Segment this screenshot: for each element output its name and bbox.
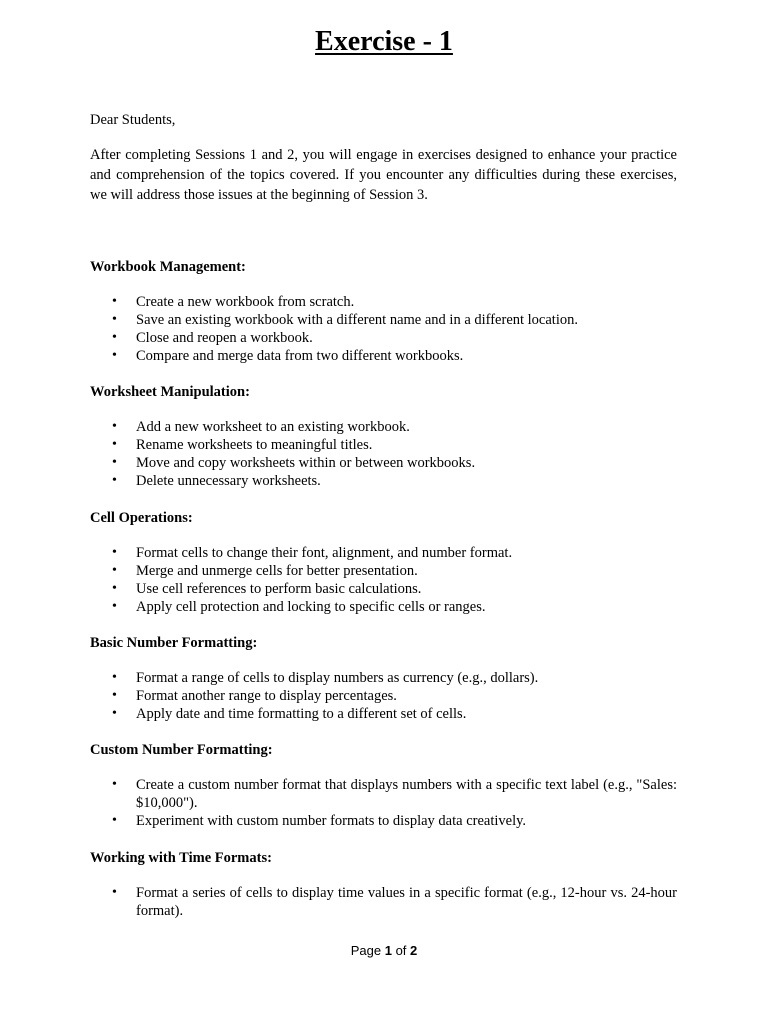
list-item-text: Delete unnecessary worksheets. bbox=[136, 473, 321, 489]
list-item bbox=[90, 812, 677, 830]
bullet-icon: • bbox=[112, 563, 117, 578]
list-item-text: Create a new workbook from scratch. bbox=[136, 294, 355, 310]
section-working-with-time-formats bbox=[90, 848, 677, 920]
list-item bbox=[90, 436, 677, 454]
list-item-text: Close and reopen a workbook. bbox=[136, 330, 313, 346]
bullet-icon: • bbox=[112, 777, 117, 792]
list-item bbox=[90, 776, 677, 812]
bullet-list bbox=[90, 544, 677, 616]
bullet-icon: • bbox=[112, 348, 117, 363]
list-item bbox=[90, 454, 677, 472]
list-item-text: Save an existing workbook with a different name and in a different location. bbox=[136, 312, 578, 328]
section-worksheet-manipulation bbox=[90, 382, 677, 490]
list-item bbox=[90, 580, 677, 598]
section-basic-number-formatting bbox=[90, 633, 677, 723]
list-item bbox=[90, 329, 677, 347]
section-heading: Basic Number Formatting: bbox=[90, 635, 258, 651]
bullet-list bbox=[90, 776, 677, 830]
section-heading: Worksheet Manipulation: bbox=[90, 384, 250, 400]
list-item bbox=[90, 347, 677, 365]
page-title: Exercise - 1 bbox=[315, 26, 453, 57]
bullet-icon: • bbox=[112, 294, 117, 309]
list-item-text: Move and copy worksheets within or between workbooks. bbox=[136, 455, 476, 471]
list-item bbox=[90, 884, 677, 920]
bullet-list bbox=[90, 293, 677, 365]
list-item bbox=[90, 669, 677, 687]
list-item-text: Apply cell protection and locking to specific cells or ranges. bbox=[136, 599, 486, 615]
bullet-icon: • bbox=[112, 688, 117, 703]
bullet-icon: • bbox=[112, 599, 117, 614]
list-item bbox=[90, 598, 677, 616]
total-pages-number: 2 bbox=[410, 943, 418, 958]
bullet-list bbox=[90, 669, 677, 723]
list-item-text: Compare and merge data from two different workbooks. bbox=[136, 348, 464, 364]
list-item bbox=[90, 418, 677, 436]
bullet-list bbox=[90, 418, 677, 490]
bullet-icon: • bbox=[112, 545, 117, 560]
section-heading: Cell Operations: bbox=[90, 510, 193, 526]
of-label: of bbox=[395, 943, 407, 958]
section-heading: Working with Time Formats: bbox=[90, 850, 272, 866]
bullet-icon: • bbox=[112, 330, 117, 345]
bullet-icon: • bbox=[112, 473, 117, 488]
bullet-icon: • bbox=[112, 419, 117, 434]
page-footer bbox=[0, 942, 768, 960]
list-item-text: Format another range to display percentages. bbox=[136, 688, 397, 704]
section-cell-operations bbox=[90, 508, 677, 616]
list-item-text: Experiment with custom number formats to display data creatively. bbox=[136, 813, 527, 829]
salutation: Dear Students, bbox=[90, 112, 176, 128]
bullet-icon: • bbox=[112, 455, 117, 470]
list-item bbox=[90, 705, 677, 723]
list-item bbox=[90, 687, 677, 705]
list-item-text: Format a series of cells to display time values in a specific format (e.g., 12-hour vs. 24-hour format). bbox=[136, 885, 677, 919]
list-item bbox=[90, 472, 677, 490]
section-workbook-management bbox=[90, 257, 677, 365]
bullet-icon: • bbox=[112, 813, 117, 828]
list-item bbox=[90, 311, 677, 329]
bullet-icon: • bbox=[112, 885, 117, 900]
list-item-text: Use cell references to perform basic calculations. bbox=[136, 581, 422, 597]
list-item-text: Format a range of cells to display numbers as currency (e.g., dollars). bbox=[136, 670, 539, 686]
section-heading: Custom Number Formatting: bbox=[90, 742, 273, 758]
intro-paragraph: After completing Sessions 1 and 2, you will engage in exercises designed to enhance your practice and comprehension of the topics covered. If you encounter any difficulties during these exercises, we will address those issues at the beginning of Session 3. bbox=[90, 147, 677, 203]
list-item bbox=[90, 293, 677, 311]
list-item-text: Merge and unmerge cells for better presentation. bbox=[136, 563, 418, 579]
page-label: Page bbox=[350, 943, 382, 958]
list-item-text: Format cells to change their font, alignment, and number format. bbox=[136, 545, 513, 561]
list-item-text: Rename worksheets to meaningful titles. bbox=[136, 437, 373, 453]
bullet-icon: • bbox=[112, 706, 117, 721]
section-custom-number-formatting bbox=[90, 740, 677, 830]
bullet-icon: • bbox=[112, 437, 117, 452]
list-item-text: Create a custom number format that displays numbers with a specific text label (e.g., "Sales: $10,000"). bbox=[136, 777, 677, 811]
bullet-list bbox=[90, 884, 677, 920]
list-item-text: Add a new worksheet to an existing workbook. bbox=[136, 419, 410, 435]
list-item-text: Apply date and time formatting to a different set of cells. bbox=[136, 706, 467, 722]
current-page-number: 1 bbox=[384, 943, 392, 958]
bullet-icon: • bbox=[112, 581, 117, 596]
bullet-icon: • bbox=[112, 312, 117, 327]
bullet-icon: • bbox=[112, 670, 117, 685]
section-heading: Workbook Management: bbox=[90, 259, 246, 275]
list-item bbox=[90, 562, 677, 580]
list-item bbox=[90, 544, 677, 562]
